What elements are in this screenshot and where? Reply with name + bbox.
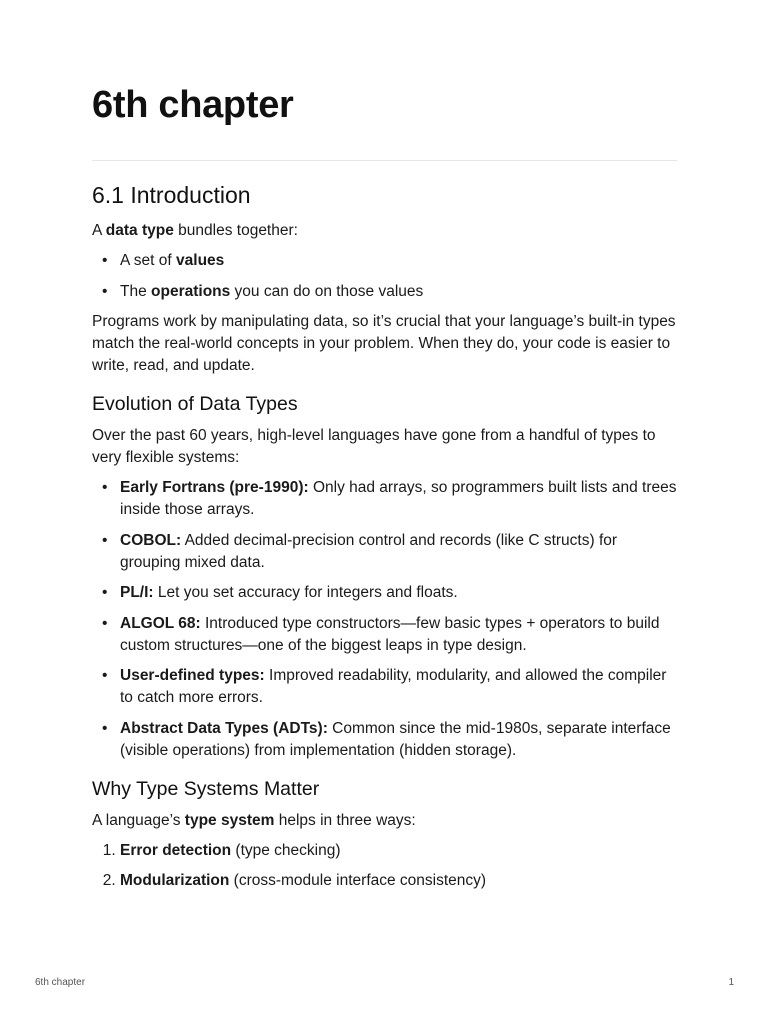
chapter-title: 6th chapter (92, 84, 294, 126)
list-item (120, 613, 677, 657)
list-item (120, 281, 677, 303)
list-item (120, 665, 677, 709)
intro-lead-text-end: bundles together: (173, 222, 298, 239)
list-item (120, 840, 677, 862)
bullet-text: A set of (120, 252, 177, 269)
item-text: (cross-module interface consistency) (229, 872, 487, 889)
item-text: (type checking) (231, 841, 341, 859)
item-term: User-defined types: (120, 667, 265, 684)
intro-bullet-list (92, 250, 677, 303)
bullet-text-end: you can do on those values (230, 282, 424, 300)
item-text: Added decimal-precision control and records (like C structs) for grouping mixed data. (120, 531, 618, 571)
section-heading-why: Why Type Systems Matter (92, 777, 320, 800)
item-term: Error detection (120, 841, 232, 859)
section-heading-introduction: 6.1 Introduction (92, 182, 251, 208)
item-text: Let you set accuracy for integers and floats. (153, 584, 458, 601)
list-item (120, 582, 677, 604)
item-text: Common since the mid-1980s, separate interface (visible operations) from implementation (hidden storage). (120, 719, 671, 759)
list-item (120, 250, 677, 272)
page-number: 1 (728, 977, 734, 988)
list-item (120, 530, 677, 574)
bullet-bold: values (176, 252, 225, 269)
section-heading-evolution: Evolution of Data Types (92, 393, 298, 415)
list-item (120, 870, 677, 892)
title-divider (92, 160, 677, 161)
why-numbered-list (92, 840, 677, 893)
intro-paragraph: Programs work by manipulating data, so it’s crucial that your language’s built-in types match the real-world concepts in your problem. When they do, your code is easier to write, read, and update. (92, 313, 676, 374)
list-item (120, 718, 677, 762)
item-term: Abstract Data Types (ADTs): (120, 719, 328, 737)
why-lead-text-end: helps in three ways: (274, 811, 416, 829)
evolution-lead: Over the past 60 years, high-level languages have gone from a handful of types to very flexible systems: (92, 427, 656, 466)
bullet-bold: operations (151, 282, 231, 300)
intro-lead-text: A (92, 222, 106, 239)
list-item (120, 477, 677, 521)
why-lead-bold: type system (184, 811, 275, 829)
item-text: Only had arrays, so programmers built lists and trees inside those arrays. (120, 479, 677, 518)
item-term: ALGOL 68: (120, 614, 201, 632)
bullet-text: The (120, 282, 152, 300)
why-lead-text: A language’s (92, 811, 185, 829)
item-term: COBOL: (120, 531, 182, 549)
chapter-content (92, 180, 677, 901)
intro-lead-bold: data type (105, 222, 174, 239)
item-text: Introduced type constructors—few basic types + operators to build custom structures—one of the biggest leaps in type design. (120, 614, 660, 654)
item-term: Modularization (120, 872, 230, 889)
footer-title: 6th chapter (35, 977, 86, 988)
item-term: Early Fortrans (pre-1990): (120, 479, 309, 496)
evolution-list (92, 477, 677, 762)
why-lead (92, 810, 677, 832)
item-term: PL/I: (120, 584, 154, 601)
intro-lead (92, 220, 677, 242)
item-text: Improved readability, modularity, and allowed the compiler to catch more errors. (120, 667, 667, 706)
